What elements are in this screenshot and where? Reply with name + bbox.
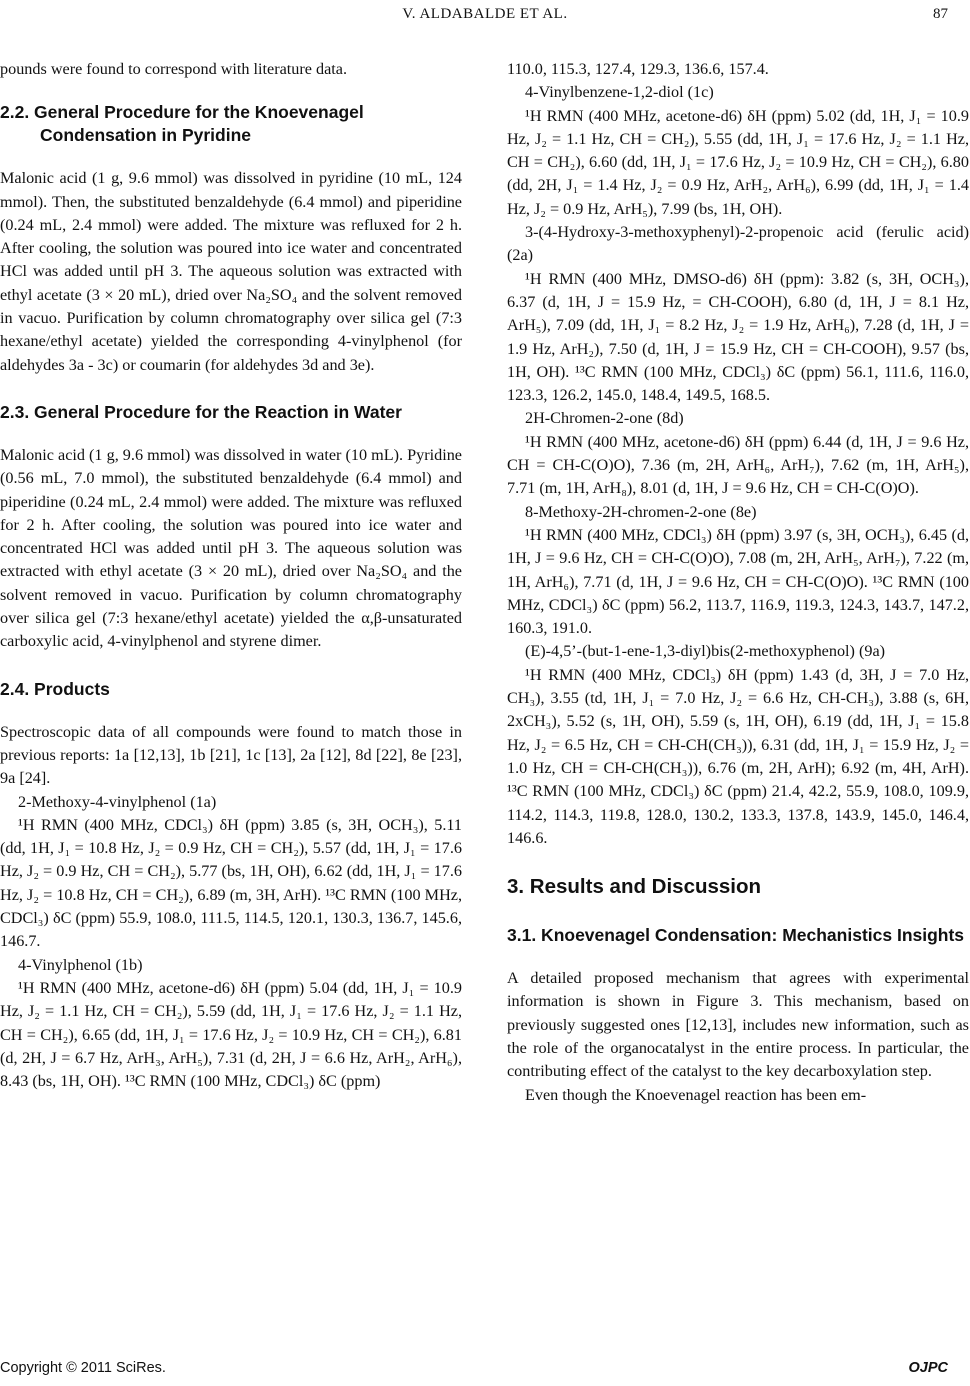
compound-2a-data: ¹H RMN (400 MHz, DMSO-d6) δH (ppm): 3.82 (s, 3H, OCH₃), 6.37 (d, 1H, J = 15.9 Hz, = CH-COOH), 6.80 (d, 1H, J = 8.1 Hz, ArH₅), 7.09 (dd, 1H, J₁ = 8.2 Hz, J₂ = 1.9 Hz, ArH₆), 7.28 (d, 1H, J = 1.9 Hz, ArH₂), 7.50 (d, 1H, J = 15.9 Hz, CH = CH-COOH), 9.57 (bs, 1H, OH). ¹³C RMN (100 MHz, CDCl₃) δC (ppm) 56.1, 111.6, 116.0, 123.3, 126.2, 145.0, 148.4, 149.5, 168.5. [507,269,969,405]
compound-1b-name: 4-Vinylphenol (1b) [18,955,143,974]
section-2-2-heading: 2.2. General Procedure for the Knoevenagel Condensation in Pyridine [0,102,364,146]
compound-8d-data: ¹H RMN (400 MHz, acetone-d6) δH (ppm) 6.44 (d, 1H, J = 9.6 Hz, CH = CH-C(O)O), 7.36 (m, 2H, ArH₆, ArH₇), 7.62 (m, 1H, ArH₅), 7.71 (m, 1H, ArH₈), 8.01 (d, 1H, J = 9.6 Hz, CH = CH-C(O)O). [507,432,969,498]
running-header [0,0,970,40]
section-2-4-text: Spectroscopic data of all compounds were found to match those in previous reports: 1a [12,13], 1b [21], 1c [13], 2a [12], 8d [22], 8e [23], 9a [24]. [0,722,462,788]
compound-8d-name: 2H-Chromen-2-one (8d) [525,409,684,428]
left-column [0,58,462,1093]
compound-1a-name: 2-Methoxy-4-vinylphenol (1a) [18,792,217,811]
page-number: 87 [933,6,948,22]
compound-9a-data: ¹H RMN (400 MHz, CDCl₃) δH (ppm) 1.43 (d, 3H, J = 7.0 Hz, CH₃), 3.55 (td, 1H, J₁ = 7.0 Hz, J₂ = 6.6 Hz, CH-CH₃), 3.88 (s, 6H, 2xCH₃), 5.52 (s, 1H, OH), 5.59 (s, 1H, OH), 6.19 (dd, 1H, J₁ = 15.8 Hz, J₂ = 6.5 Hz, CH = CH-CH(CH₃)), 6.31 (dd, 1H, J₁ = 15.9 Hz, J₂ = 1.0 Hz, CH = CH-CH(CH₃)), 6.76 (m, 2H, ArH); 6.92 (m, 4H, ArH). ¹³C RMN (100 MHz, CDCl₃) δC (ppm) 21.4, 42.2, 55.9, 108.0, 109.9, 114.2, 114.3, 119.8, 128.0, 130.2, 133.3, 137.8, 143.9, 145.0, 146.4, 146.6. [507,665,969,847]
running-title: V. ALDABALDE ET AL. [402,6,568,22]
section-2-4-heading: 2.4. Products [0,678,110,699]
section-2-3-text: Malonic acid (1 g, 9.6 mmol) was dissolved in water (10 mL). Pyridine (0.56 mL, 7.0 mmol), the substituted benzaldehyde (6.4 mmol) and piperidine (0.24 mL, 2.4 mmol) were added. The mixture was refluxed for 2 h. After cooling, the solution was poured into ice water and concentrated HCl was added until pH 3. The aqueous solution was extracted with ethyl acetate (3 × 20 mL), dried over Na₂SO₄ and the solvent removed in vacuo. Purification by column chromatography over silica gel (7:3 hexane/ethyl acetate) yielded the α,β-unsaturated carboxylic acid, 4-vinylphenol and styrene dimer. [0,445,462,651]
section-3-1-text-continued: Even though the Knoevenagel reaction has been em- [525,1085,867,1104]
section-3-heading: 3. Results and Discussion [507,875,762,899]
page-footer [0,1360,970,1382]
compound-1b-data-continued: 110.0, 115.3, 127.4, 129.3, 136.6, 157.4. [507,60,769,78]
section-2-3-heading: 2.3. General Procedure for the Reaction in Water [0,401,402,422]
compound-9a-name: (E)-4,5’-(but-1-ene-1,3-diyl)bis(2-methoxyphenol) (9a) [525,642,886,661]
compound-8e-data: ¹H RMN (400 MHz, CDCl₃) δH (ppm) 3.97 (s, 3H, OCH₃), 6.45 (d, 1H, J = 9.6 Hz, CH = CH-C(O)O), 7.08 (m, 2H, ArH₅, ArH₇), 7.22 (m, 1H, ArH₆), 7.71 (d, 1H, J = 9.6 Hz, CH = CH-C(O)O). ¹³C RMN (100 MHz, CDCl₃) δC (ppm) 56.2, 113.7, 116.9, 119.3, 124.3, 143.7, 147.2, 160.3, 191.0. [507,525,969,638]
compound-2a-name: 3-(4-Hydroxy-3-methoxyphenyl)-2-propenoic acid (ferulic acid) (2a) [507,223,969,265]
section-2-2-text: Malonic acid (1 g, 9.6 mmol) was dissolved in pyridine (10 mL, 124 mmol). Then, the substituted benzaldehyde (6.4 mmol) and piperidine (0.24 mL, 2.4 mmol) were added. The mixture was refluxed for 2 h. After cooling, the solution was poured into ice water and concentrated HCl was added until pH 3. The aqueous solution was extracted with ethyl acetate (3 × 20 mL), dried over Na₂SO₄ and the solvent removed in vacuo. Purification by column chromatography over silica gel (7:3 hexane/ethyl acetate) yielded the corresponding 4-vinylphenol (for aldehydes 3a - 3c) or coumarin (for aldehydes 3d and 3e). [0,169,462,374]
intro-line: pounds were found to correspond with literature data. [0,60,348,78]
right-column [507,58,969,1107]
section-3-1-text: A detailed proposed mechanism that agrees with experimental information is shown in Figure 3. This mechanism, based on previously suggested ones [12,13], includes new information, such as the role of the organocatalyst in the entire process. In particular, the contributing effect of the catalyst to the key decarboxylation step. [507,969,969,1081]
copyright-notice: Copyright © 2011 SciRes. [0,1360,166,1376]
compound-8e-name: 8-Methoxy-2H-chromen-2-one (8e) [525,502,757,521]
journal-abbreviation: OJPC [908,1360,948,1376]
compound-1c-name: 4-Vinylbenzene-1,2-diol (1c) [525,83,714,102]
compound-1a-data: ¹H RMN (400 MHz, CDCl₃) δH (ppm) 3.85 (s, 3H, OCH₃), 5.11 (dd, 1H, J₁ = 10.8 Hz, J₂ = 0.9 Hz, CH = CH₂), 5.57 (dd, 1H, J₁ = 17.6 Hz, J₂ = 0.9 Hz, CH = CH₂), 5.77 (bs, 1H, OH), 6.62 (dd, 1H, J₁ = 17.6 Hz, J₂ = 10.8 Hz, CH = CH₂), 6.89 (m, 3H, ArH). ¹³C RMN (100 MHz, CDCl₃) δC (ppm) 55.9, 108.0, 111.5, 114.5, 120.1, 130.3, 136.7, 145.6, 146.7. [0,815,462,951]
compound-1c-data: ¹H RMN (400 MHz, acetone-d6) δH (ppm) 5.02 (dd, 1H, J₁ = 10.9 Hz, J₂ = 1.1 Hz, CH = CH₂), 5.55 (dd, 1H, J₁ = 17.6 Hz, J₂ = 1.1 Hz, CH = CH₂), 6.60 (dd, 1H, J₁ = 17.6 Hz, J₂ = 10.9 Hz, CH = CH₂), 6.80 (dd, 2H, J₁ = 1.4 Hz, J₂ = 0.9 Hz, ArH₂, ArH₆), 6.99 (dd, 1H, J₁ = 1.4 Hz, J₂ = 0.9 Hz, ArH₅), 7.99 (bs, 1H, OH). [507,106,969,218]
compound-1b-data: ¹H RMN (400 MHz, acetone-d6) δH (ppm) 5.04 (dd, 1H, J₁ = 10.9 Hz, J₂ = 1.1 Hz, CH = CH₂), 5.59 (dd, 1H, J₁ = 17.6 Hz, J₂ = 1.1 Hz, CH = CH₂), 6.65 (dd, 1H, J₁ = 17.6 Hz, J₂ = 10.9 Hz, CH = CH₂), 6.81 (d, 2H, J = 6.7 Hz, ArH₃, ArH₅), 7.31 (d, 2H, J = 6.6 Hz, ArH₂, ArH₆), 8.43 (bs, 1H, OH). ¹³C RMN (100 MHz, CDCl₃) δC (ppm) [0,978,462,1091]
section-3-1-heading: 3.1. Knoevenagel Condensation: Mechanistics Insights [507,925,965,946]
